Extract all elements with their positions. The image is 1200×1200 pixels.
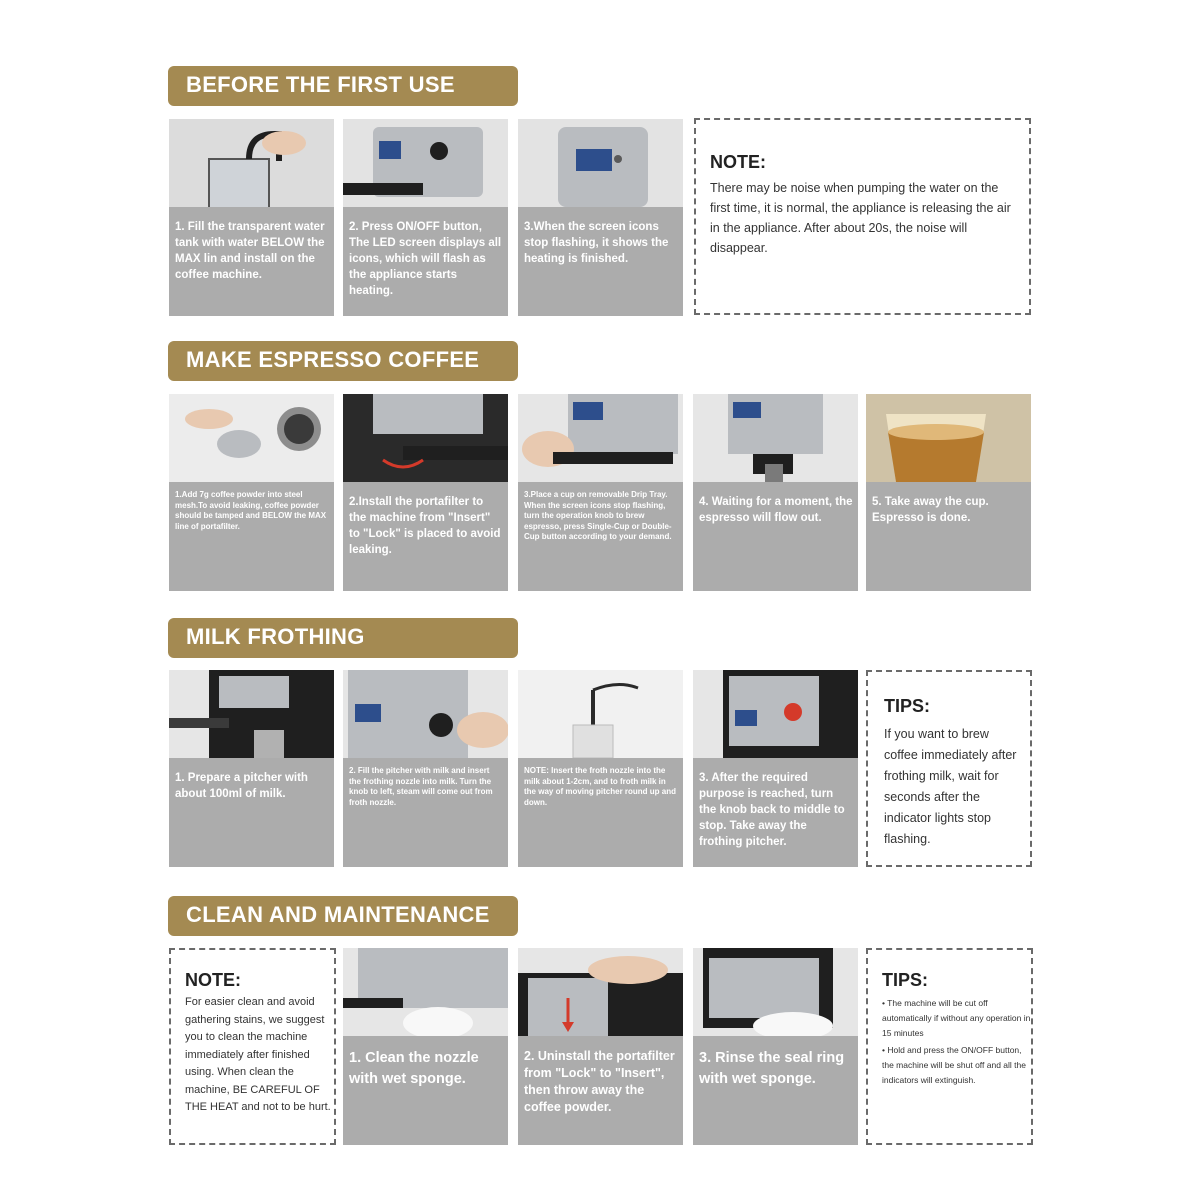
step-caption: 1.Add 7g coffee powder into steel mesh.To avoid leaking, coffee powder should be tamped and BELOW the MAX line of portafilter.	[175, 490, 327, 531]
steam-wand-illustration	[518, 670, 683, 758]
step-caption: 3. After the required purpose is reached, turn the knob back to middle to stop. Take away the frothing pitcher.	[699, 772, 845, 848]
note-body: For easier clean and avoid gathering stains, we suggest you to clean the machine immediately after finished using. When clean the machine, BE CAREFUL OF THE HEAT and not to be hurt.	[185, 996, 331, 1113]
coffee-machine-screen-illustration	[518, 119, 683, 207]
section-heading-text: CLEAN AND MAINTENANCE	[186, 902, 490, 927]
tips-title: TIPS:	[884, 696, 931, 716]
note-box-cleaning	[169, 948, 336, 1145]
step-caption: 3. Rinse the seal ring with wet sponge.	[699, 1050, 845, 1087]
note-box-first-use	[694, 118, 1031, 315]
tips-body: If you want to brew coffee immediately after frothing milk, wait for seconds after the indicator lights stop flashing.	[884, 727, 1017, 846]
section-heading-text: BEFORE THE FIRST USE	[186, 72, 455, 97]
water-tank-illustration	[169, 119, 334, 207]
rinse-seal-illustration	[693, 948, 858, 1036]
step-panel-fill-tank	[169, 119, 334, 316]
step-panel-heating-finished	[518, 119, 683, 316]
step-panel-press-power	[343, 119, 508, 316]
knob-back-illustration	[693, 670, 858, 758]
pitcher-illustration	[169, 670, 334, 758]
step-panel-stop-steam	[693, 670, 858, 867]
step-caption: 1. Prepare a pitcher with about 100ml of milk.	[175, 772, 308, 800]
step-caption: 1. Clean the nozzle with wet sponge.	[349, 1050, 479, 1087]
step-panel-uninstall-portafilter	[518, 948, 683, 1145]
section-heading-milk-frothing	[168, 618, 518, 658]
steam-knob-illustration	[343, 670, 508, 758]
section-heading-text: MAKE ESPRESSO COFFEE	[186, 347, 480, 372]
step-panel-clean-nozzle	[343, 948, 508, 1145]
portafilter-illustration	[169, 394, 334, 482]
section-heading-before-first-use	[168, 66, 518, 106]
note-title: NOTE:	[185, 970, 241, 990]
espresso-flow-illustration	[693, 394, 858, 482]
uninstall-portafilter-illustration	[518, 948, 683, 1036]
step-panel-add-coffee	[169, 394, 334, 591]
note-body: There may be noise when pumping the water on the first time, it is normal, the appliance is releasing the air in the appliance. After about 20s, the noise will disappear.	[710, 181, 1011, 255]
tips-box-frothing	[866, 670, 1032, 867]
section-heading-clean-maintenance	[168, 896, 518, 936]
espresso-cup-illustration	[866, 394, 1031, 482]
step-panel-espresso-done	[866, 394, 1031, 591]
place-cup-illustration	[518, 394, 683, 482]
install-portafilter-illustration	[343, 394, 508, 482]
step-caption: 2. Fill the pitcher with milk and insert the frothing nozzle into milk. Turn the knob to left, steam will come out from froth nozzle.	[349, 766, 493, 807]
note-title: NOTE:	[710, 152, 766, 172]
tips-item: • Hold and press the ON/OFF button, the machine will be shut off and all the indicators will extinguish.	[882, 1045, 1026, 1085]
clean-nozzle-illustration	[343, 948, 508, 1036]
section-heading-make-espresso	[168, 341, 518, 381]
step-caption: 1. Fill the transparent water tank with water BELOW the MAX lin and install on the coffee machine.	[175, 221, 325, 281]
step-caption: 4. Waiting for a moment, the espresso will flow out.	[699, 496, 853, 524]
tips-box-cleaning	[866, 948, 1033, 1145]
tips-item: • The machine will be cut off automatically if without any operation in 15 minutes	[882, 998, 1031, 1038]
coffee-machine-front-illustration	[343, 119, 508, 207]
step-caption: 2. Uninstall the portafilter from "Lock" to "Insert", then throw away the coffee powder.	[524, 1049, 675, 1114]
step-caption: 5. Take away the cup. Espresso is done.	[872, 496, 989, 524]
section-heading-text: MILK FROTHING	[186, 624, 365, 649]
step-caption: 2.Install the portafilter to the machine from "Insert" to "Lock" is placed to avoid leaking.	[349, 496, 501, 556]
step-caption: 2. Press ON/OFF button, The LED screen displays all icons, which will flash as the appliance starts heating.	[349, 221, 502, 297]
step-caption: 3.Place a cup on removable Drip Tray. When the screen icons stop flashing, turn the operation knob to brew espresso, press Single-Cup or Double-Cup button according to your demand.	[524, 490, 672, 541]
step-panel-place-cup	[518, 394, 683, 591]
step-panel-froth-note	[518, 670, 683, 867]
step-panel-install-portafilter	[343, 394, 508, 591]
step-panel-prepare-pitcher	[169, 670, 334, 867]
step-panel-fill-pitcher	[343, 670, 508, 867]
tips-title: TIPS:	[882, 970, 929, 990]
step-panel-espresso-flow	[693, 394, 858, 591]
step-caption: 3.When the screen icons stop flashing, it shows the heating is finished.	[524, 221, 669, 265]
step-caption: NOTE: Insert the froth nozzle into the milk about 1-2cm, and to froth milk in the way of moving pitcher round up and down.	[524, 766, 677, 807]
step-panel-rinse-seal	[693, 948, 858, 1145]
